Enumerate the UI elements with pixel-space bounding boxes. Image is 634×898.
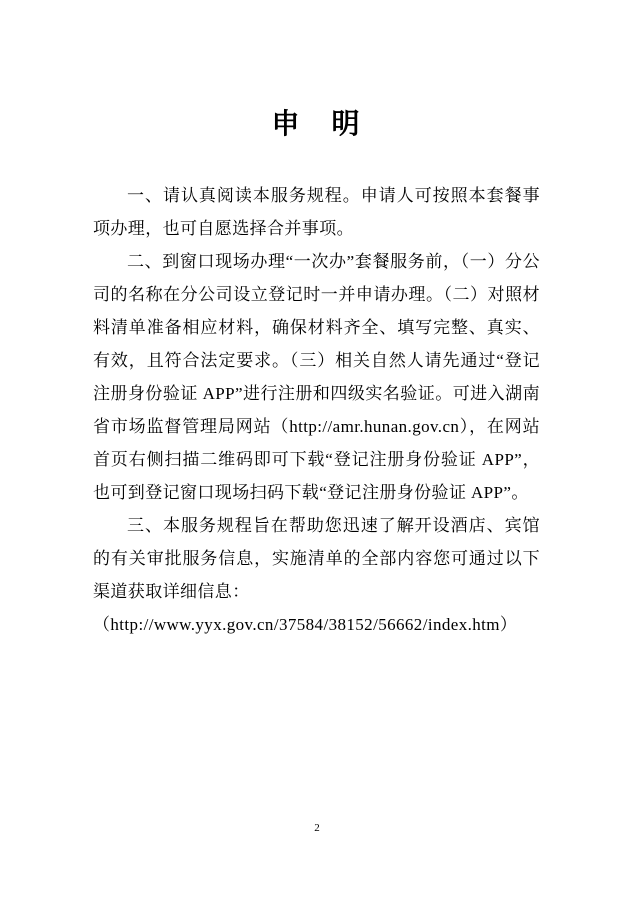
paragraph-url: （http://www.yyx.gov.cn/37584/38152/56662/index.htm） xyxy=(93,615,518,634)
document-content xyxy=(93,104,540,641)
page-footer xyxy=(0,818,634,836)
page-number: 2 xyxy=(314,822,320,834)
paragraph-2: 二、到窗口现场办理“一次办”套餐服务前，（一）分公司的名称在分公司设立登记时一并申请办理。（二）对照材料清单准备相应材料，确保材料齐全、填写完整、真实、有效，且符合法定要求。（三）相关自然人请先通过“登记注册身份验证 APP”进行注册和四级实名验证。可进入湖南省市场监督管理局网站（http://amr.hunan.gov.cn），在网站首页右侧扫描二维码即可下载“登记注册身份验证 APP”，也可到登记窗口现场扫码下载“登记注册身份验证 APP”。 xyxy=(93,252,540,502)
paragraph-3: 三、本服务规程旨在帮助您迅速了解开设酒店、宾馆的有关审批服务信息，实施清单的全部内容您可通过以下渠道获取详细信息： xyxy=(93,516,540,601)
paragraph-1: 一、请认真阅读本服务规程。申请人可按照本套餐事项办理，也可自愿选择合并事项。 xyxy=(93,186,540,238)
page-title: 申 明 xyxy=(271,109,362,140)
